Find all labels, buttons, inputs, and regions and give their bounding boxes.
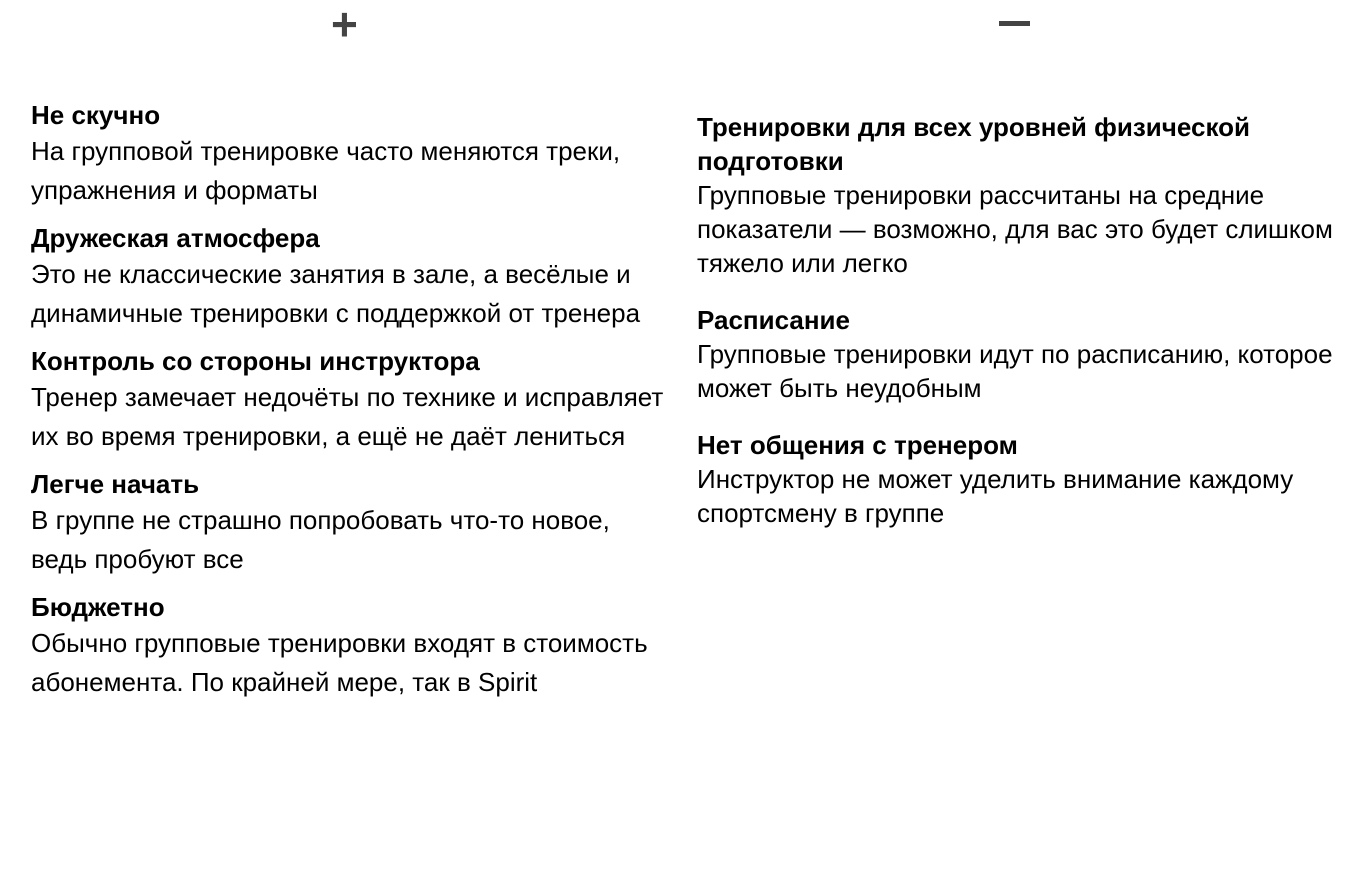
con-item-title: Тренировки для всех уровней физической подготовки — [697, 112, 1250, 176]
pro-item-2 — [31, 221, 671, 333]
pro-item-3 — [31, 344, 671, 456]
pro-item-text: Обычно групповые тренировки входят в стоимость абонемента. По крайней мере, так в Spirit — [31, 628, 648, 697]
con-item-3 — [697, 428, 1337, 530]
con-item-title: Нет общения с тренером — [697, 430, 1018, 460]
pro-item-title: Не скучно — [31, 100, 161, 130]
pro-item-title: Легче начать — [31, 469, 200, 499]
pro-item-title: Контроль со стороны инструктора — [31, 346, 480, 376]
pro-item-text: В группе не страшно попробовать что-то новое, ведь пробуют все — [31, 505, 610, 574]
pro-item-text: Тренер замечает недочёты по технике и исправляет их во время тренировки, а ещё не даёт лениться — [31, 382, 664, 451]
plus-icon: + — [331, 0, 358, 50]
pros-column — [31, 98, 671, 713]
minus-icon — [999, 21, 1030, 26]
pro-item-text: На групповой тренировке часто меняются треки, упражнения и форматы — [31, 136, 621, 205]
pro-item-text: Это не классические занятия в зале, а весёлые и динамичные тренировки с поддержкой от тренера — [31, 259, 641, 328]
pro-item-title: Дружеская атмосфера — [31, 223, 320, 253]
pro-item-5 — [31, 590, 671, 702]
con-item-text: Групповые тренировки рассчитаны на средние показатели — возможно, для вас это будет слишком тяжело или легко — [697, 180, 1333, 278]
con-item-2 — [697, 303, 1337, 405]
con-item-text: Инструктор не может уделить внимание каждому спортсмену в группе — [697, 464, 1294, 528]
cons-column — [697, 110, 1337, 553]
con-item-1 — [697, 110, 1337, 280]
pro-item-4 — [31, 467, 671, 579]
pro-item-title: Бюджетно — [31, 592, 165, 622]
pro-item-1 — [31, 98, 671, 210]
con-item-title: Расписание — [697, 305, 850, 335]
con-item-text: Групповые тренировки идут по расписанию, которое может быть неудобным — [697, 339, 1333, 403]
